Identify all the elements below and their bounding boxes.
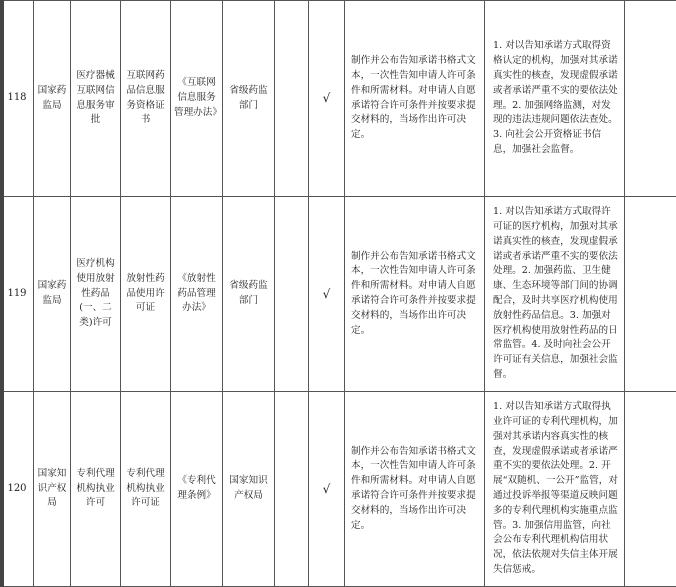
method-cell: 制作并公布告知承诺书格式文本，一次性告知申请人许可条件和所需材料。对申请人自愿承诺符合许可条件并按要求提交材料的，当场作出许可决定。	[345, 197, 485, 392]
empty-cell	[625, 197, 676, 392]
basis-cell: 《专利代理条例》	[171, 392, 223, 587]
row-number: 118	[1, 1, 34, 197]
check-mark: √	[309, 197, 345, 392]
department-cell: 国家药监局	[34, 197, 71, 392]
table-row	[1, 1, 676, 197]
check-mark: √	[309, 392, 345, 587]
authority-cell: 省级药监部门	[223, 1, 275, 197]
table-row	[1, 392, 676, 587]
empty-cell	[625, 392, 676, 587]
empty-cell	[275, 197, 309, 392]
method-cell: 制作并公布告知承诺书格式文本，一次性告知申请人许可条件和所需材料。对申请人自愿承诺符合许可条件并按要求提交材料的，当场作出许可决定。	[345, 1, 485, 197]
row-number: 120	[1, 392, 34, 587]
empty-cell	[275, 392, 309, 587]
item-cell: 医疗机构使用放射性药品(一、二类)许可	[71, 197, 121, 392]
empty-cell	[625, 1, 676, 197]
department-cell: 国家药监局	[34, 1, 71, 197]
authority-cell: 国家知识产权局	[223, 392, 275, 587]
scan-left-edge	[0, 0, 4, 587]
department-cell: 国家知识产权局	[34, 392, 71, 587]
item-cell: 专利代理机构执业许可	[71, 392, 121, 587]
license-cell: 互联网药品信息服务资格证书	[121, 1, 171, 197]
basis-cell: 《互联网信息服务管理办法》	[171, 1, 223, 197]
license-cell: 专利代理机构执业许可证	[121, 392, 171, 587]
measures-cell: 1. 对以告知承诺方式取得资格认定的机构，加强对其承诺真实性的核查，发现虚假承诺或者承诺严重不实的要依法处理。2. 加强网络监测，对发现的违法违规问题依法查处。3. 向社会公开资格证书信息，加强社会监督。	[485, 1, 625, 197]
license-cell: 放射性药品使用许可证	[121, 197, 171, 392]
row-number: 119	[1, 197, 34, 392]
basis-cell: 《放射性药品管理办法》	[171, 197, 223, 392]
measures-cell: 1. 对以告知承诺方式取得执业许可证的专利代理机构，加强对其承诺内容真实性的核查，发现虚假承诺或者承诺严重不实的要依法处理。2. 开展“双随机、一公开”监管，对通过投诉举报等渠道反映问题多的专利代理机构实施重点监管。3. 加强信用监管，向社会公布专利代理机构信用状况，依法依规对失信主体开展失信惩戒。	[485, 392, 625, 587]
item-cell: 医疗器械互联网信息服务审批	[71, 1, 121, 197]
method-cell: 制作并公布告知承诺书格式文本，一次性告知申请人许可条件和所需材料。对申请人自愿承诺符合许可条件并按要求提交材料的，当场作出许可决定。	[345, 392, 485, 587]
authority-cell: 省级药监部门	[223, 197, 275, 392]
empty-cell	[275, 1, 309, 197]
measures-cell: 1. 对以告知承诺方式取得许可证的医疗机构，加强对其承诺真实性的核查，发现虚假承诺或者承诺严重不实的要依法处理。2. 加强药监、卫生健康、生态环境等部门间的协调配合，及时共享医疗机构使用放射性药品信息。3. 加强对医疗机构使用放射性药品的日常监管。4. 及时向社会公开许可证有关信息，加强社会监督。	[485, 197, 625, 392]
check-mark: √	[309, 1, 345, 197]
table-row	[1, 197, 676, 392]
